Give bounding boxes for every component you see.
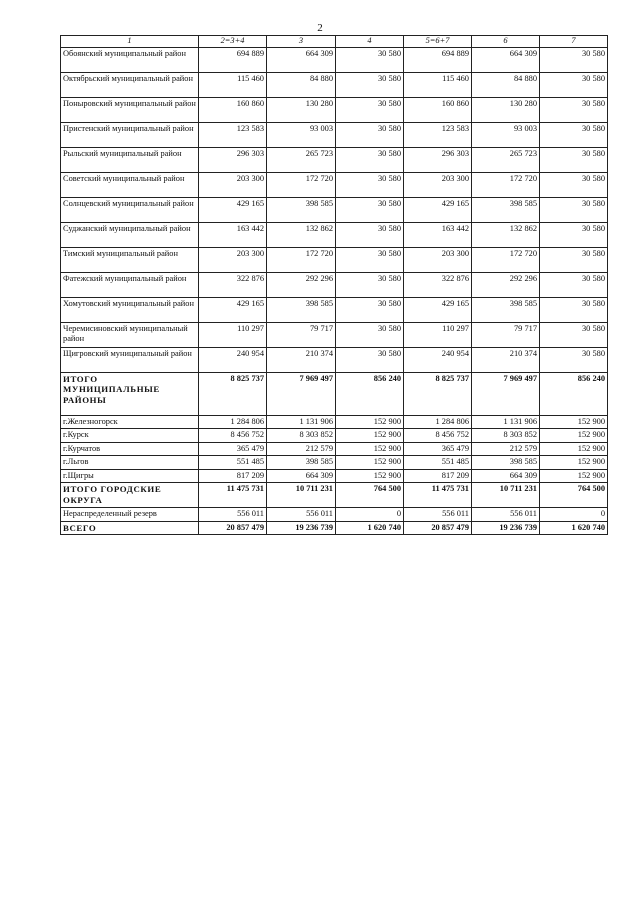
region-name-cell: ВСЕГО bbox=[61, 521, 199, 535]
table-row bbox=[61, 147, 608, 172]
amount-cell: 152 900 bbox=[540, 469, 608, 483]
amount-cell: 130 280 bbox=[472, 97, 540, 122]
amount-cell: 296 303 bbox=[404, 147, 472, 172]
table-header bbox=[61, 36, 608, 48]
region-name-cell: г.Курск bbox=[61, 429, 199, 443]
amount-cell: 30 580 bbox=[540, 47, 608, 72]
column-header: 4 bbox=[336, 36, 404, 48]
amount-cell: 110 297 bbox=[199, 322, 267, 347]
amount-cell: 152 900 bbox=[540, 442, 608, 456]
amount-cell: 30 580 bbox=[336, 47, 404, 72]
column-header: 6 bbox=[472, 36, 540, 48]
amount-cell: 429 165 bbox=[404, 197, 472, 222]
amount-cell: 398 585 bbox=[267, 297, 336, 322]
amount-cell: 212 579 bbox=[267, 442, 336, 456]
amount-cell: 30 580 bbox=[336, 72, 404, 97]
amount-cell: 30 580 bbox=[336, 97, 404, 122]
amount-cell: 203 300 bbox=[404, 172, 472, 197]
budget-table bbox=[60, 35, 608, 535]
amount-cell: 764 500 bbox=[540, 483, 608, 508]
amount-cell: 30 580 bbox=[540, 97, 608, 122]
region-name-cell: Фатежский муниципальный район bbox=[61, 272, 199, 297]
amount-cell: 130 280 bbox=[267, 97, 336, 122]
column-header: 1 bbox=[61, 36, 199, 48]
amount-cell: 1 620 740 bbox=[336, 521, 404, 535]
amount-cell: 556 011 bbox=[472, 508, 540, 522]
amount-cell: 551 485 bbox=[199, 456, 267, 470]
amount-cell: 11 475 731 bbox=[404, 483, 472, 508]
amount-cell: 8 825 737 bbox=[404, 372, 472, 415]
amount-cell: 365 479 bbox=[199, 442, 267, 456]
amount-cell: 172 720 bbox=[267, 172, 336, 197]
page-number: 2 bbox=[317, 22, 323, 34]
amount-cell: 398 585 bbox=[472, 197, 540, 222]
amount-cell: 1 620 740 bbox=[540, 521, 608, 535]
amount-cell: 79 717 bbox=[472, 322, 540, 347]
amount-cell: 79 717 bbox=[267, 322, 336, 347]
amount-cell: 30 580 bbox=[540, 197, 608, 222]
amount-cell: 556 011 bbox=[199, 508, 267, 522]
column-header: 3 bbox=[267, 36, 336, 48]
amount-cell: 664 309 bbox=[267, 469, 336, 483]
amount-cell: 556 011 bbox=[404, 508, 472, 522]
amount-cell: 123 583 bbox=[404, 122, 472, 147]
amount-cell: 265 723 bbox=[472, 147, 540, 172]
amount-cell: 694 889 bbox=[404, 47, 472, 72]
amount-cell: 110 297 bbox=[404, 322, 472, 347]
amount-cell: 93 003 bbox=[267, 122, 336, 147]
amount-cell: 93 003 bbox=[472, 122, 540, 147]
amount-cell: 551 485 bbox=[404, 456, 472, 470]
total-row bbox=[61, 521, 608, 535]
amount-cell: 1 284 806 bbox=[404, 415, 472, 429]
amount-cell: 30 580 bbox=[540, 347, 608, 372]
amount-cell: 8 825 737 bbox=[199, 372, 267, 415]
amount-cell: 30 580 bbox=[336, 172, 404, 197]
table-row bbox=[61, 222, 608, 247]
amount-cell: 152 900 bbox=[540, 456, 608, 470]
amount-cell: 296 303 bbox=[199, 147, 267, 172]
amount-cell: 172 720 bbox=[267, 247, 336, 272]
amount-cell: 30 580 bbox=[336, 272, 404, 297]
amount-cell: 398 585 bbox=[267, 197, 336, 222]
column-header: 2=3+4 bbox=[199, 36, 267, 48]
amount-cell: 30 580 bbox=[336, 297, 404, 322]
amount-cell: 429 165 bbox=[404, 297, 472, 322]
amount-cell: 84 880 bbox=[472, 72, 540, 97]
amount-cell: 240 954 bbox=[404, 347, 472, 372]
table-body bbox=[61, 47, 608, 535]
total-row bbox=[61, 372, 608, 415]
amount-cell: 30 580 bbox=[336, 247, 404, 272]
amount-cell: 203 300 bbox=[404, 247, 472, 272]
table-row bbox=[61, 347, 608, 372]
amount-cell: 398 585 bbox=[472, 297, 540, 322]
amount-cell: 556 011 bbox=[267, 508, 336, 522]
amount-cell: 30 580 bbox=[540, 172, 608, 197]
region-name-cell: Щигровский муниципальный район bbox=[61, 347, 199, 372]
amount-cell: 0 bbox=[540, 508, 608, 522]
amount-cell: 152 900 bbox=[336, 429, 404, 443]
region-name-cell: Рыльский муниципальный район bbox=[61, 147, 199, 172]
table-row bbox=[61, 247, 608, 272]
column-header: 7 bbox=[540, 36, 608, 48]
amount-cell: 10 711 231 bbox=[472, 483, 540, 508]
table-row bbox=[61, 197, 608, 222]
amount-cell: 115 460 bbox=[404, 72, 472, 97]
table-row bbox=[61, 72, 608, 97]
amount-cell: 429 165 bbox=[199, 197, 267, 222]
amount-cell: 30 580 bbox=[540, 272, 608, 297]
amount-cell: 1 131 906 bbox=[267, 415, 336, 429]
amount-cell: 163 442 bbox=[404, 222, 472, 247]
region-name-cell: Обоянский муниципальный район bbox=[61, 47, 199, 72]
table-row bbox=[61, 456, 608, 470]
amount-cell: 292 296 bbox=[267, 272, 336, 297]
region-name-cell: Суджанский муниципальный район bbox=[61, 222, 199, 247]
amount-cell: 30 580 bbox=[540, 147, 608, 172]
amount-cell: 152 900 bbox=[336, 469, 404, 483]
amount-cell: 265 723 bbox=[267, 147, 336, 172]
amount-cell: 1 131 906 bbox=[472, 415, 540, 429]
amount-cell: 7 969 497 bbox=[472, 372, 540, 415]
amount-cell: 7 969 497 bbox=[267, 372, 336, 415]
amount-cell: 172 720 bbox=[472, 172, 540, 197]
region-name-cell: ИТОГО МУНИЦИПАЛЬНЫЕ РАЙОНЫ bbox=[61, 372, 199, 415]
amount-cell: 19 236 739 bbox=[267, 521, 336, 535]
amount-cell: 240 954 bbox=[199, 347, 267, 372]
amount-cell: 132 862 bbox=[267, 222, 336, 247]
region-name-cell: Нераспределенный резерв bbox=[61, 508, 199, 522]
table-row bbox=[61, 172, 608, 197]
amount-cell: 152 900 bbox=[540, 415, 608, 429]
region-name-cell: Тимский муниципальный район bbox=[61, 247, 199, 272]
amount-cell: 8 456 752 bbox=[199, 429, 267, 443]
table-row bbox=[61, 97, 608, 122]
amount-cell: 8 456 752 bbox=[404, 429, 472, 443]
region-name-cell: Пристенский муниципальный район bbox=[61, 122, 199, 147]
table-row bbox=[61, 297, 608, 322]
table-row bbox=[61, 415, 608, 429]
column-header: 5=6+7 bbox=[404, 36, 472, 48]
table-row bbox=[61, 429, 608, 443]
amount-cell: 203 300 bbox=[199, 172, 267, 197]
amount-cell: 30 580 bbox=[540, 297, 608, 322]
amount-cell: 365 479 bbox=[404, 442, 472, 456]
table-row bbox=[61, 47, 608, 72]
region-name-cell: г.Железногорск bbox=[61, 415, 199, 429]
table-row bbox=[61, 122, 608, 147]
amount-cell: 30 580 bbox=[540, 247, 608, 272]
amount-cell: 0 bbox=[336, 508, 404, 522]
amount-cell: 163 442 bbox=[199, 222, 267, 247]
amount-cell: 30 580 bbox=[540, 222, 608, 247]
amount-cell: 30 580 bbox=[540, 122, 608, 147]
amount-cell: 398 585 bbox=[267, 456, 336, 470]
amount-cell: 817 209 bbox=[404, 469, 472, 483]
amount-cell: 160 860 bbox=[199, 97, 267, 122]
amount-cell: 322 876 bbox=[199, 272, 267, 297]
amount-cell: 322 876 bbox=[404, 272, 472, 297]
amount-cell: 292 296 bbox=[472, 272, 540, 297]
amount-cell: 123 583 bbox=[199, 122, 267, 147]
amount-cell: 856 240 bbox=[540, 372, 608, 415]
amount-cell: 664 309 bbox=[472, 47, 540, 72]
table-row bbox=[61, 272, 608, 297]
region-name-cell: ИТОГО ГОРОДСКИЕ ОКРУГА bbox=[61, 483, 199, 508]
amount-cell: 30 580 bbox=[336, 322, 404, 347]
amount-cell: 398 585 bbox=[472, 456, 540, 470]
amount-cell: 84 880 bbox=[267, 72, 336, 97]
amount-cell: 694 889 bbox=[199, 47, 267, 72]
region-name-cell: Хомутовский муниципальный район bbox=[61, 297, 199, 322]
table-row bbox=[61, 469, 608, 483]
amount-cell: 764 500 bbox=[336, 483, 404, 508]
amount-cell: 203 300 bbox=[199, 247, 267, 272]
amount-cell: 817 209 bbox=[199, 469, 267, 483]
amount-cell: 19 236 739 bbox=[472, 521, 540, 535]
amount-cell: 20 857 479 bbox=[199, 521, 267, 535]
amount-cell: 8 303 852 bbox=[267, 429, 336, 443]
amount-cell: 30 580 bbox=[336, 222, 404, 247]
amount-cell: 429 165 bbox=[199, 297, 267, 322]
amount-cell: 152 900 bbox=[540, 429, 608, 443]
amount-cell: 30 580 bbox=[336, 122, 404, 147]
amount-cell: 152 900 bbox=[336, 442, 404, 456]
table-row bbox=[61, 442, 608, 456]
amount-cell: 212 579 bbox=[472, 442, 540, 456]
column-number-row bbox=[61, 36, 608, 48]
amount-cell: 856 240 bbox=[336, 372, 404, 415]
region-name-cell: Поныровский муниципальный район bbox=[61, 97, 199, 122]
amount-cell: 160 860 bbox=[404, 97, 472, 122]
region-name-cell: Советский муниципальный район bbox=[61, 172, 199, 197]
amount-cell: 20 857 479 bbox=[404, 521, 472, 535]
region-name-cell: Черемисиновский муниципальный район bbox=[61, 322, 199, 347]
amount-cell: 152 900 bbox=[336, 456, 404, 470]
region-name-cell: г.Льгов bbox=[61, 456, 199, 470]
amount-cell: 664 309 bbox=[267, 47, 336, 72]
amount-cell: 30 580 bbox=[336, 147, 404, 172]
amount-cell: 8 303 852 bbox=[472, 429, 540, 443]
region-name-cell: Октябрьский муниципальный район bbox=[61, 72, 199, 97]
amount-cell: 210 374 bbox=[267, 347, 336, 372]
amount-cell: 152 900 bbox=[336, 415, 404, 429]
region-name-cell: Солнцевский муниципальный район bbox=[61, 197, 199, 222]
amount-cell: 30 580 bbox=[336, 197, 404, 222]
amount-cell: 10 711 231 bbox=[267, 483, 336, 508]
amount-cell: 1 284 806 bbox=[199, 415, 267, 429]
amount-cell: 30 580 bbox=[540, 322, 608, 347]
total-row bbox=[61, 483, 608, 508]
table-row bbox=[61, 508, 608, 522]
amount-cell: 30 580 bbox=[336, 347, 404, 372]
amount-cell: 210 374 bbox=[472, 347, 540, 372]
amount-cell: 664 309 bbox=[472, 469, 540, 483]
amount-cell: 115 460 bbox=[199, 72, 267, 97]
amount-cell: 132 862 bbox=[472, 222, 540, 247]
amount-cell: 172 720 bbox=[472, 247, 540, 272]
region-name-cell: г.Щигры bbox=[61, 469, 199, 483]
amount-cell: 11 475 731 bbox=[199, 483, 267, 508]
region-name-cell: г.Курчатов bbox=[61, 442, 199, 456]
amount-cell: 30 580 bbox=[540, 72, 608, 97]
table-row bbox=[61, 322, 608, 347]
